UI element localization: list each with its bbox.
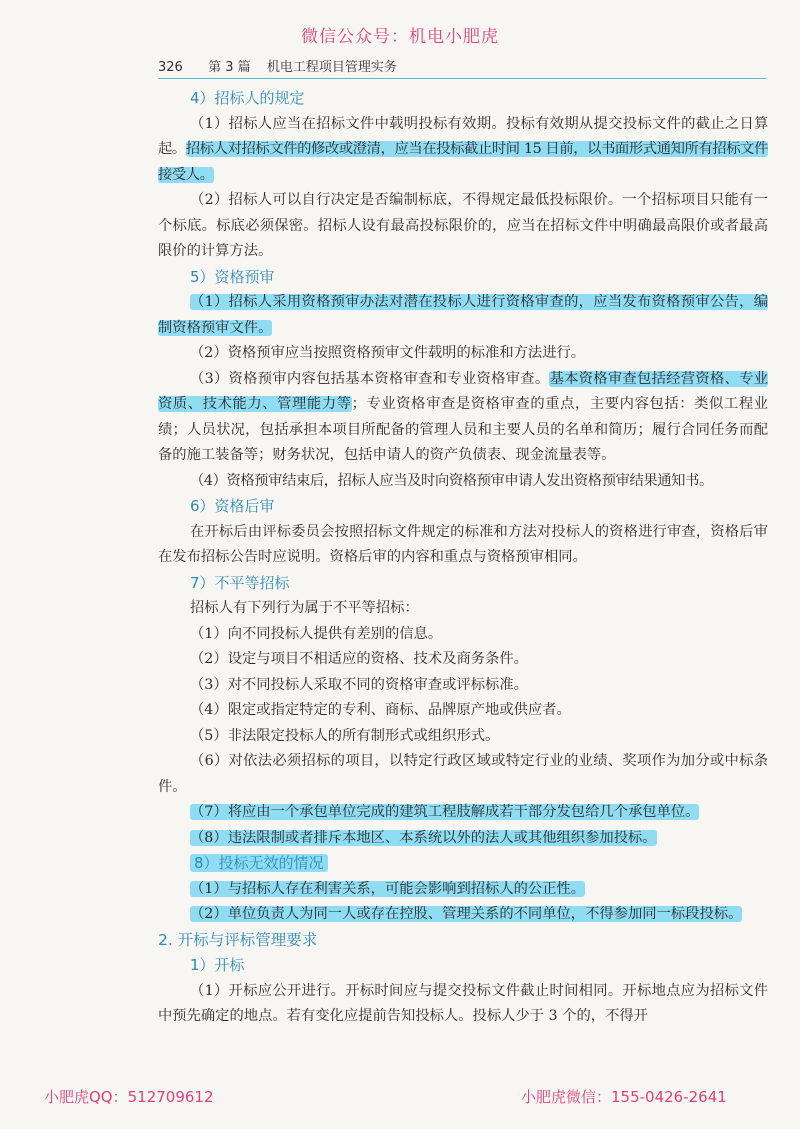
heading-s7: 7）不平等招标 [190,573,290,592]
paragraph-s7-intro: 招标人有下列行为属于不平等招标： [190,600,419,616]
heading-s5: 5）资格预审 [190,267,275,286]
paragraph-sub1-1: （1）开标应公开进行。开标时间应与提交投标文件截止时间相同。开标地点应为招标文件中预先确定的地点。若有变化应提前告知投标人。投标人少于 3 个的，不得开 [158,982,768,1024]
highlight-heading-s8: 8）投标无效的情况 [190,854,328,872]
watermark-top: 微信公众号：机电小肥虎 [301,27,499,47]
running-header [158,56,766,79]
list-item-s7-6 [158,749,768,800]
list-item-s7-8 [158,826,768,852]
paragraph-s6-1: 在开标后由评标委员会按照招标文件规定的标准和方法对投标人的资格进行审查，资格后审在发布招标公告时应说明。资格后审的内容和重点与资格预审相同。 [158,523,768,565]
list-item-s7-1: （1）向不同投标人提供有差别的信息。 [190,625,443,642]
paragraph-s5-2: （2）资格预审应当按照资格预审文件载明的标准和方法进行。 [190,345,586,361]
list-item-s8-1 [158,877,768,903]
footer-wechat: 小肥虎微信：155-0426-2641 [521,1088,727,1106]
heading-s4: 4）招标人的规定 [190,89,305,107]
list-item-s7-3: （3）对不同投标人采取不同的资格审查或评标标准。 [190,676,528,693]
part-label: 第 3 篇 [208,60,251,75]
text-s7-6a: （6） [190,753,229,769]
list-item-s7-5: （5）非法限定投标人的所有制形式或组织形式。 [190,727,500,744]
heading-sub-1: 1）开标 [190,956,245,974]
paragraph-s5-3 [158,367,768,469]
body-text [158,86,768,1030]
paragraph-s5-4: （4）资格预审结束后，招标人应当及时向资格预审申请人发出资格预审结果通知书。 [190,472,713,489]
highlight-s7-7: （7）将应由一个承包单位完成的建筑工程肢解成若干部分发包给几个承包单位。 [190,804,700,820]
footer-qq: 小肥虎QQ：512709612 [44,1088,214,1106]
text-s5-3c: ；专业资格审查是资格审查的重点，主要内容包括：类似工程业绩；人员状况，包括承担本项目所配备的管理人员和主要人员的名单和简历；履行合同任务而配备的施工装备等；财务状况，包括申请人的资产负债表、现金流量表等。 [158,396,769,463]
list-item-s7-7 [158,800,768,826]
paragraph-s4-2: （2）招标人可以自行决定是否编制标底，不得规定最低投标限价。一个招标项目只能有一个标底。标底必须保密。招标人设有最高投标限价的，应当在招标文件中明确最高限价或者最高限价的计算方法。 [158,192,768,259]
heading-main-2: 2. 开标与评标管理要求 [158,930,318,949]
paragraph-s5-1 [158,290,768,341]
text-s5-3a: （3）资格预审内容包括基本资格审查和专业资格审查。 [190,370,550,387]
highlight-s8-2: （2）单位负责人为同一人或存在控股、管理关系的不同单位，不得参加同一标段投标。 [190,906,743,922]
highlight-s7-8: （8）违法限制或者排斥本地区、本系统以外的法人或其他组织参加投标。 [190,829,657,846]
paragraph-s4-1 [158,112,768,189]
highlight-s5-3b: 基本资格审查包括经营资格、专业资质、技术能力、管理能力等 [158,370,769,412]
page-number: 326 [158,60,183,75]
chapter-title: 机电工程项目管理实务 [266,60,397,75]
list-item-s8-2 [158,902,768,928]
text-s7-6b: 对依法必须招标的项目，以特定行政区域或特定行业的业绩、奖项作为加分或中标条件。 [158,753,768,795]
text-s4-1a: （1）招标人应当在招标文件中载明投标有效期。投标有效期从提交投标文件的截止之日算起。 [158,115,768,157]
highlight-s5-1: （1）招标人采用资格预审办法对潜在投标人进行资格审查的，应当发布资格预审公告，编制资格预审文件。 [158,294,768,336]
highlight-s8-1: （1）与招标人存在利害关系，可能会影响到招标人的公正性。 [190,880,586,897]
heading-s6: 6）资格后审 [190,497,275,515]
list-item-s7-2: （2）设定与项目不相适应的资格、技术及商务条件。 [190,651,528,667]
highlight-s4-1b: 招标人对招标文件的修改或澄清，应当在投标截止时间 15 日前，以书面形式通知所有招标文件接受人。 [158,141,768,183]
heading-s8 [158,851,768,877]
list-item-s7-4: （4）限定或指定特定的专利、商标、品牌原产地或供应者。 [190,702,571,718]
